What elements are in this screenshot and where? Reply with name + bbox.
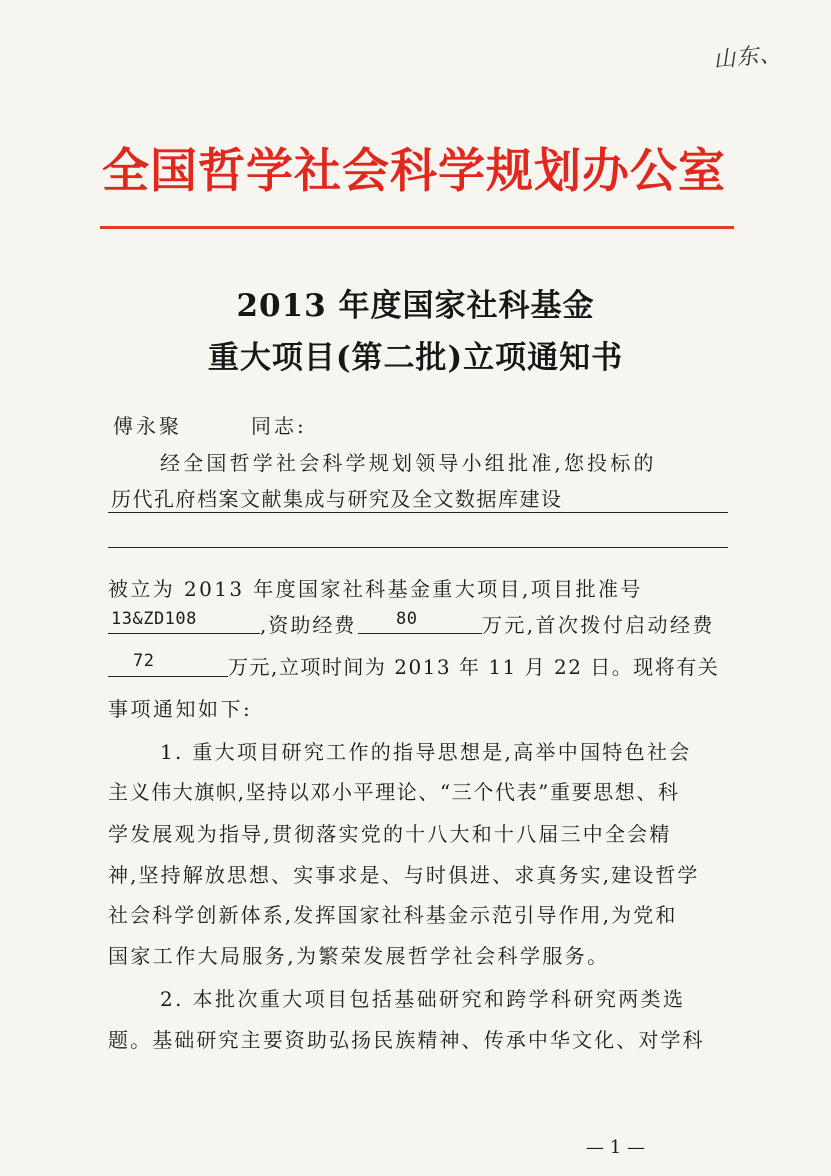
item-1-line-2: 主义伟大旗帜,坚持以邓小平理论、“三个代表”重要思想、科 xyxy=(108,780,680,804)
project-name-underline xyxy=(108,512,728,513)
approval-line-1: 被立为 2013 年度国家社科基金重大项目,项目批准号 xyxy=(108,577,643,601)
item-1-line-4: 神,坚持解放思想、实事求是、与时俱进、求真务实,建设哲学 xyxy=(108,863,700,887)
item-1-line-1: 1. 重大项目研究工作的指导思想是,高举中国特色社会 xyxy=(160,740,692,764)
project-name: 历代孔府档案文献集成与研究及全文数据库建设 xyxy=(111,487,563,511)
document-title-line-1: 2013 年度国家社科基金 xyxy=(236,288,595,324)
salutation-suffix: 同志: xyxy=(251,414,307,438)
salutation-name: 傅永聚 xyxy=(113,414,182,438)
item-2-line-1: 2. 本批次重大项目包括基础研究和跨学科研究两类选 xyxy=(160,987,686,1011)
initial-funding-amount: 72 xyxy=(133,651,155,671)
funding-amount: 80 xyxy=(396,609,418,629)
handwritten-annotation: 山东、 xyxy=(712,41,784,74)
approval-number-underline xyxy=(108,633,260,634)
item-1-line-5: 社会科学创新体系,发挥国家社科基金示范引导作用,为党和 xyxy=(108,903,678,927)
item-1-line-3: 学发展观为指导,贯彻落实党的十八大和十八届三中全会精 xyxy=(108,822,672,846)
funding-unit: 万元,首次拨付启动经费 xyxy=(482,613,715,637)
intro-line: 经全国哲学社会科学规划领导小组批准,您投标的 xyxy=(160,451,657,475)
item-1-line-6: 国家工作大局服务,为繁荣发展哲学社会科学服务。 xyxy=(108,944,610,968)
funding-amount-underline xyxy=(358,633,482,634)
funding-label: ,资助经费 xyxy=(260,613,357,637)
item-2-line-2: 题。基础研究主要资助弘扬民族精神、传承中华文化、对学科 xyxy=(108,1028,705,1052)
letterhead-rule xyxy=(100,226,734,229)
approval-line-4: 事项通知如下: xyxy=(108,697,253,721)
approval-number: 13&ZD108 xyxy=(111,609,197,629)
initial-funding-underline xyxy=(108,676,228,677)
page-number: — 1 — xyxy=(586,1137,645,1158)
document-title-line-2: 重大项目(第二批)立项通知书 xyxy=(207,340,624,376)
blank-underline xyxy=(108,547,728,548)
letterhead-title: 全国哲学社会科学规划办公室 xyxy=(102,144,726,199)
approval-line-3: 万元,立项时间为 2013 年 11 月 22 日。现将有关 xyxy=(228,655,720,679)
